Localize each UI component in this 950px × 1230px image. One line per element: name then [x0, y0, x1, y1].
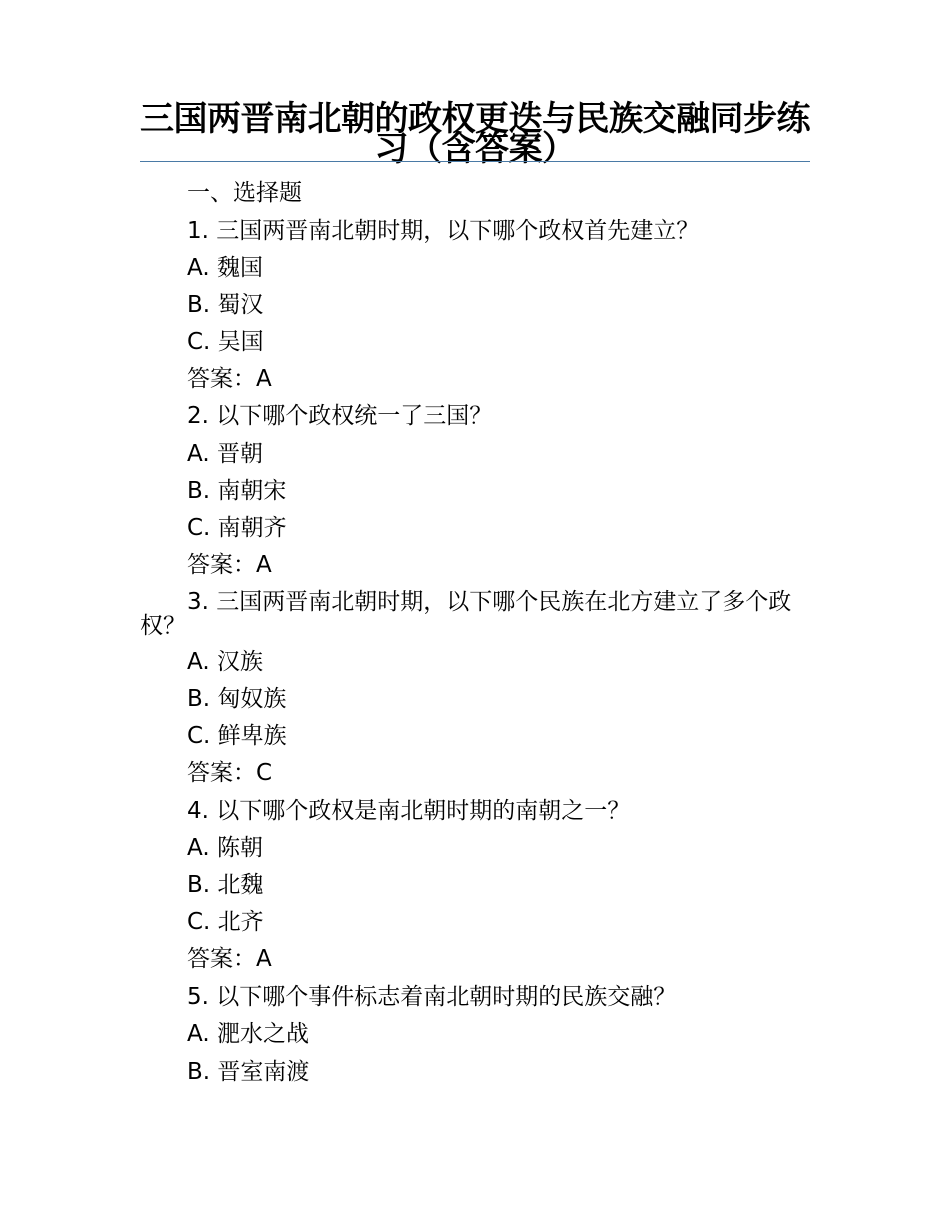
- question-3-option-c: C. 鲜卑族: [187, 723, 287, 749]
- question-4-option-a: A. 陈朝: [187, 835, 263, 861]
- question-1-option-b: B. 蜀汉: [187, 292, 264, 318]
- question-2-option-b: B. 南朝宋: [187, 478, 287, 504]
- question-3-option-b: B. 匈奴族: [187, 686, 287, 712]
- question-5-option-a: A. 淝水之战: [187, 1021, 309, 1047]
- question-4: 4. 以下哪个政权是南北朝时期的南朝之一？: [187, 798, 631, 824]
- document-title: 三国两晋南北朝的政权更迭与民族交融同步练习（含答案）: [140, 99, 810, 169]
- question-1-option-a: A. 魏国: [187, 255, 263, 281]
- question-2-answer: 答案：A: [187, 552, 272, 578]
- section-heading: 一、选择题: [187, 180, 302, 206]
- question-4-option-c: C. 北齐: [187, 909, 264, 935]
- question-4-answer: 答案：A: [187, 946, 272, 972]
- question-2-option-a: A. 晋朝: [187, 441, 263, 467]
- question-1-option-c: C. 吴国: [187, 329, 264, 355]
- question-5-option-b: B. 晋室南渡: [187, 1059, 310, 1085]
- question-1: 1. 三国两晋南北朝时期，以下哪个政权首先建立？: [187, 218, 700, 244]
- question-3: 3. 三国两晋南北朝时期，以下哪个民族在北方建立了多个政权？: [140, 589, 792, 639]
- question-4-option-b: B. 北魏: [187, 872, 264, 898]
- question-2: 2. 以下哪个政权统一了三国？: [187, 403, 493, 429]
- question-5: 5. 以下哪个事件标志着南北朝时期的民族交融？: [187, 984, 677, 1010]
- title-underline: [140, 161, 810, 162]
- question-1-answer: 答案：A: [187, 366, 272, 392]
- question-3-option-a: A. 汉族: [187, 649, 263, 675]
- question-2-option-c: C. 南朝齐: [187, 515, 287, 541]
- question-3-answer: 答案：C: [187, 760, 273, 786]
